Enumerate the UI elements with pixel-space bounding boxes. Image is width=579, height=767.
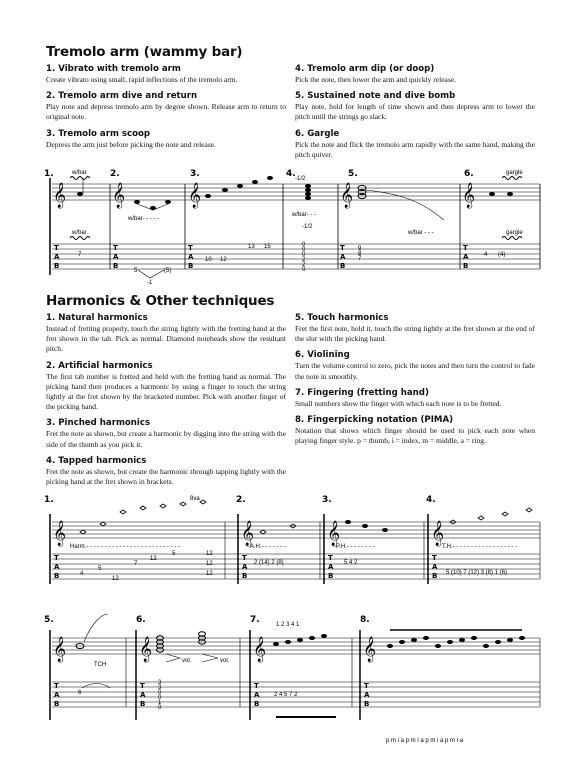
tab-label <box>54 682 370 708</box>
technique-heading: 4. Tremolo arm dip (or doop) <box>295 64 435 74</box>
technique-item <box>46 418 286 449</box>
technique-item <box>46 91 286 122</box>
svg-text:T: T <box>463 244 468 252</box>
svg-text:𝄞: 𝄞 <box>139 637 153 662</box>
tab-number: 4 <box>484 252 488 258</box>
tab-numbers <box>80 551 213 582</box>
example-number: 1. <box>44 169 54 179</box>
harmonics-examples-row-2 <box>40 612 550 752</box>
svg-text:8: 8 <box>358 251 362 257</box>
svg-text:0: 0 <box>302 267 306 273</box>
svg-text:9: 9 <box>358 246 362 252</box>
technique-item <box>46 64 286 85</box>
svg-text:A: A <box>254 691 260 699</box>
tab-chord <box>158 680 162 711</box>
gargle-label: gargle <box>506 230 523 236</box>
vol-label: vol. <box>182 658 192 664</box>
technique-heading: 1. Vibrato with tremolo arm <box>46 64 181 74</box>
svg-text:A: A <box>463 253 469 261</box>
svg-text:0: 0 <box>302 247 306 253</box>
svg-text:3: 3 <box>158 680 162 686</box>
svg-text:0: 0 <box>158 705 162 711</box>
th-label: T.H.- - - - - - - - - - - - - - - - - - <box>442 544 517 550</box>
svg-text:𝄞: 𝄞 <box>53 521 67 546</box>
svg-text:T: T <box>432 554 437 562</box>
tab-number: 10 <box>205 257 212 263</box>
wbar-label: w/bar <box>72 230 87 236</box>
technique-item <box>46 129 286 150</box>
svg-text:T: T <box>140 682 145 690</box>
technique-text: Pick the note, then lower the arm and quickly release. <box>295 75 456 84</box>
svg-text:B: B <box>54 700 60 708</box>
svg-text:2: 2 <box>302 262 306 268</box>
tab-number: 12 <box>220 257 227 263</box>
example-number: 3. <box>190 169 200 179</box>
technique-item <box>295 129 535 160</box>
example-number: 5. <box>44 615 54 625</box>
svg-text:T: T <box>113 244 118 252</box>
tab-number: 2 (14) 2 (8) <box>254 560 284 566</box>
tab-chord <box>302 242 306 273</box>
svg-text:𝄞: 𝄞 <box>53 183 67 208</box>
svg-text:B: B <box>432 572 438 580</box>
technique-item <box>295 64 535 85</box>
tab-number: 5 4 2 <box>344 560 358 566</box>
svg-text:5: 5 <box>98 566 102 572</box>
svg-text:𝄞: 𝄞 <box>431 521 445 546</box>
technique-text: Notation that shows which finger should be used to pick each note when playing finger style. p = thumb, i = index, m = middle, a = ring. <box>295 426 535 446</box>
svg-text:A: A <box>54 253 60 261</box>
tremolo-examples-notation <box>40 164 550 294</box>
svg-text:𝄞: 𝄞 <box>253 637 267 662</box>
tab-number: -1 <box>147 280 153 286</box>
tab-number: 7 <box>78 252 82 258</box>
tab-number: 13 <box>248 244 255 250</box>
wbar-label: w/bar- - - - - <box>128 216 160 222</box>
svg-text:7: 7 <box>134 561 138 567</box>
svg-text:T: T <box>340 244 345 252</box>
svg-text:T: T <box>54 244 59 252</box>
svg-text:T: T <box>328 554 333 562</box>
svg-text:𝄞: 𝄞 <box>188 183 202 208</box>
harmonics-examples-row-1 <box>40 492 550 592</box>
svg-text:T: T <box>188 244 193 252</box>
tremolo-right-column <box>295 64 535 166</box>
tremolo-left-column <box>46 64 286 156</box>
wbar-label: w/bar- - - <box>292 212 316 218</box>
tch-label: TCH <box>94 662 107 668</box>
svg-text:B: B <box>54 262 60 270</box>
technique-item <box>46 456 286 487</box>
svg-text:A: A <box>54 563 60 571</box>
ah-label: A.H.- - - - - - - <box>250 544 286 550</box>
example-number: 4. <box>286 169 296 179</box>
tab-number: 2 4 5 7 2 <box>274 692 298 698</box>
example-number: 6. <box>136 615 146 625</box>
tab-number: 15 <box>264 244 271 250</box>
technique-heading: 2. Tremolo arm dive and return <box>46 91 198 102</box>
svg-text:B: B <box>242 572 248 580</box>
svg-text:A: A <box>364 691 370 699</box>
treble-clef-icon <box>53 182 475 208</box>
gargle-label: gargle <box>506 170 523 176</box>
technique-item <box>295 388 535 409</box>
svg-text:T: T <box>242 554 247 562</box>
technique-item <box>295 91 535 122</box>
technique-item <box>295 350 535 381</box>
svg-text:12: 12 <box>206 561 213 567</box>
example-number: 1. <box>44 495 54 505</box>
svg-text:B: B <box>188 262 194 270</box>
technique-heading: 4. Tapped harmonics <box>46 455 147 466</box>
svg-text:0: 0 <box>302 242 306 248</box>
svg-text:5: 5 <box>172 551 176 557</box>
example-number: 3. <box>322 495 332 505</box>
tab-number: 6 <box>78 690 82 696</box>
svg-text:𝄞: 𝄞 <box>340 183 354 208</box>
technique-text: Pick the note and flick the tremolo arm rapidly with the same hand, making the pitch quiver. <box>295 139 535 159</box>
finger-numbers: 1 2 3 4 1 <box>276 622 300 628</box>
technique-text: Play note and depress tremolo arm by degree shown. Release arm to return to original note. <box>46 102 286 122</box>
svg-text:2: 2 <box>302 257 306 263</box>
technique-heading: 7. Fingering (fretting hand) <box>295 387 429 398</box>
technique-heading: 5. Sustained note and dive bomb <box>295 91 456 102</box>
svg-text:A: A <box>54 691 60 699</box>
technique-heading: 1. Natural harmonics <box>46 313 148 323</box>
half-label: -1/2 <box>295 176 306 182</box>
svg-text:A: A <box>188 253 194 261</box>
octave-marking: 8va <box>190 496 200 502</box>
ph-label: P.H.- - - - - - - - <box>336 544 375 550</box>
example-number: 2. <box>236 495 246 505</box>
half-label: -1/2 <box>302 224 313 230</box>
technique-text: Instead of fretting properly, touch the string lightly with the fretting hand at the fret shown in the tab. Pick as normal. Diamond noteheads show the resultant pitch. <box>46 324 286 354</box>
svg-text:0: 0 <box>302 252 306 258</box>
svg-text:A: A <box>328 563 334 571</box>
tab-number: (4) <box>498 252 506 258</box>
svg-text:12: 12 <box>206 551 213 557</box>
svg-text:T: T <box>54 682 59 690</box>
example-number: 4. <box>426 495 436 505</box>
svg-text:A: A <box>242 563 248 571</box>
technique-text: Fret the first note, hold it, touch the string lightly at the fret shown at the end of the slur with the picking hand. <box>295 324 535 344</box>
svg-text:B: B <box>113 262 119 270</box>
harmonics-right-column <box>295 313 535 452</box>
technique-item <box>46 313 286 355</box>
technique-text: Fret the note as shown, but create a harmonic by digging into the string with the side of the thumb as you pick it. <box>46 429 286 449</box>
treble-clef-icon <box>53 520 444 546</box>
pima-labels: p m i a p m i a p m i a p m i a <box>386 738 464 744</box>
svg-text:B: B <box>140 700 146 708</box>
example-number: 6. <box>464 169 474 179</box>
svg-text:0: 0 <box>158 695 162 701</box>
svg-text:A: A <box>140 691 146 699</box>
svg-text:T: T <box>54 554 59 562</box>
technique-item <box>295 415 535 446</box>
svg-text:A: A <box>113 253 119 261</box>
treble-clef-icon <box>53 636 376 662</box>
example-number: 2. <box>110 169 120 179</box>
technique-text: Play note, hold for length of time shown and then depress arm to lower the pitch until the strings go slack. <box>295 102 535 122</box>
svg-text:4: 4 <box>80 571 84 577</box>
svg-text:𝄞: 𝄞 <box>327 521 341 546</box>
tab-number: 5 <box>134 268 138 274</box>
svg-text:A: A <box>340 253 346 261</box>
tab-number: 5 (10) 7 (12) 3 (8) 1 (6) <box>446 570 508 576</box>
svg-text:A: A <box>432 563 438 571</box>
technique-text: Create vibrato using small, rapid inflections of the tremolo arm. <box>46 75 238 84</box>
svg-text:B: B <box>254 700 260 708</box>
svg-text:B: B <box>364 700 370 708</box>
svg-text:T: T <box>364 682 369 690</box>
technique-item <box>46 361 286 413</box>
svg-text:12: 12 <box>206 571 213 577</box>
example-number: 7. <box>250 615 260 625</box>
svg-text:12: 12 <box>150 556 157 562</box>
svg-text:B: B <box>463 262 469 270</box>
technique-item <box>295 313 535 344</box>
svg-text:𝄞: 𝄞 <box>241 521 255 546</box>
svg-text:𝄞: 𝄞 <box>53 637 67 662</box>
svg-text:12: 12 <box>112 576 119 582</box>
svg-text:𝄞: 𝄞 <box>112 183 126 208</box>
svg-text:B: B <box>54 572 60 580</box>
vol-label: vol. <box>220 658 230 664</box>
svg-text:T: T <box>254 682 259 690</box>
technique-text: Fret the note as shown, but create the harmonic through tapping lightly with the picking hand at the fret shown in brackets. <box>46 466 286 487</box>
section-title-harmonics: Harmonics & Other techniques <box>46 293 275 309</box>
technique-text: Depress the arm just before picking the note and release. <box>46 139 216 149</box>
technique-heading: 6. Violining <box>295 350 350 361</box>
technique-heading: 5. Touch harmonics <box>295 313 389 323</box>
tab-number: (5) <box>164 268 172 274</box>
technique-text: Small numbers show the finger with which each note is to be fretted. <box>295 398 502 408</box>
svg-text:𝄞: 𝄞 <box>363 637 377 662</box>
wbar-label: w/bar <box>72 170 87 176</box>
example-number: 5. <box>348 169 358 179</box>
technique-heading: 6. Gargle <box>295 128 340 139</box>
svg-text:B: B <box>340 262 346 270</box>
example-number: 8. <box>360 615 370 625</box>
technique-heading: 2. Artificial harmonics <box>46 360 153 371</box>
harm-label: Harm.- - - - - - - - - - - - - - - - - - - - - - - - - - <box>70 544 180 550</box>
svg-text:3: 3 <box>158 685 162 691</box>
technique-heading: 3. Pinched harmonics <box>46 418 151 429</box>
technique-heading: 8. Fingerpicking notation (PIMA) <box>295 415 454 426</box>
technique-heading: 3. Tremolo arm scoop <box>46 128 151 139</box>
tab-label <box>54 244 469 270</box>
technique-text: The first tab number is fretted and held with the fretting hand as normal. The picking hand then produces a harmonic by using a finger to touch the string lightly at the fret shown by the bracketed number. Pick with another finger of the picking hand. <box>46 371 286 412</box>
harmonics-left-column <box>46 313 286 493</box>
technique-text: Turn the volume control to zero, pick the notes and then turn the control to fade the note in smoothly. <box>295 361 535 381</box>
section-title-tremolo: Tremolo arm (wammy bar) <box>46 44 243 60</box>
svg-text:B: B <box>328 572 334 580</box>
svg-text:7: 7 <box>358 256 362 262</box>
svg-text:𝄞: 𝄞 <box>462 183 476 208</box>
svg-text:1: 1 <box>158 700 162 706</box>
svg-text:0: 0 <box>158 690 162 696</box>
wbar-label: w/bar - - - <box>408 230 434 236</box>
